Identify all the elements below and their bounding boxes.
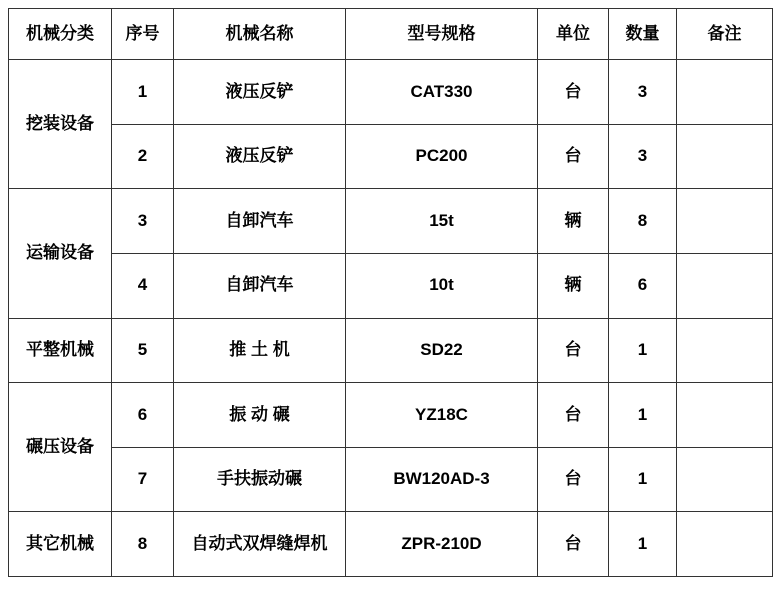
machine-name: 液压反铲 [174, 60, 346, 125]
unit: 台 [538, 60, 609, 125]
remark [677, 60, 773, 125]
row-index: 4 [112, 253, 174, 318]
quantity: 1 [609, 383, 677, 448]
row-index: 3 [112, 189, 174, 254]
row-index: 5 [112, 318, 174, 383]
column-header-index: 序号 [112, 9, 174, 60]
table-row [9, 447, 773, 512]
quantity: 1 [609, 318, 677, 383]
model-spec: CAT330 [346, 60, 538, 125]
category-cell: 平整机械 [9, 318, 112, 383]
unit: 辆 [538, 253, 609, 318]
model-spec: PC200 [346, 124, 538, 189]
row-index: 6 [112, 383, 174, 448]
category-cell: 其它机械 [9, 512, 112, 577]
remark [677, 512, 773, 577]
remark [677, 447, 773, 512]
model-spec: SD22 [346, 318, 538, 383]
machine-name: 振 动 碾 [174, 383, 346, 448]
model-spec: ZPR-210D [346, 512, 538, 577]
machine-name: 自卸汽车 [174, 189, 346, 254]
table-row [9, 189, 773, 254]
table-header-row [9, 9, 773, 60]
unit: 台 [538, 447, 609, 512]
row-index: 1 [112, 60, 174, 125]
table-row [9, 383, 773, 448]
row-index: 7 [112, 447, 174, 512]
model-spec: BW120AD-3 [346, 447, 538, 512]
table-row [9, 318, 773, 383]
unit: 台 [538, 124, 609, 189]
table-row [9, 60, 773, 125]
remark [677, 189, 773, 254]
quantity: 1 [609, 512, 677, 577]
column-header-model-spec: 型号规格 [346, 9, 538, 60]
table-row [9, 124, 773, 189]
machine-name: 自动式双焊缝焊机 [174, 512, 346, 577]
model-spec: 10t [346, 253, 538, 318]
model-spec: 15t [346, 189, 538, 254]
unit: 台 [538, 318, 609, 383]
quantity: 8 [609, 189, 677, 254]
table-row [9, 512, 773, 577]
table-row [9, 253, 773, 318]
category-cell: 挖装设备 [9, 60, 112, 189]
row-index: 2 [112, 124, 174, 189]
column-header-remark: 备注 [677, 9, 773, 60]
category-cell: 碾压设备 [9, 383, 112, 512]
machine-name: 推 土 机 [174, 318, 346, 383]
category-cell: 运输设备 [9, 189, 112, 318]
unit: 台 [538, 512, 609, 577]
column-header-unit: 单位 [538, 9, 609, 60]
quantity: 3 [609, 124, 677, 189]
unit: 台 [538, 383, 609, 448]
equipment-table [8, 8, 773, 577]
quantity: 6 [609, 253, 677, 318]
remark [677, 253, 773, 318]
remark [677, 383, 773, 448]
machine-name: 手扶振动碾 [174, 447, 346, 512]
column-header-quantity: 数量 [609, 9, 677, 60]
model-spec: YZ18C [346, 383, 538, 448]
machine-name: 液压反铲 [174, 124, 346, 189]
remark [677, 318, 773, 383]
machine-name: 自卸汽车 [174, 253, 346, 318]
column-header-category: 机械分类 [9, 9, 112, 60]
remark [677, 124, 773, 189]
quantity: 1 [609, 447, 677, 512]
unit: 辆 [538, 189, 609, 254]
row-index: 8 [112, 512, 174, 577]
column-header-machine-name: 机械名称 [174, 9, 346, 60]
quantity: 3 [609, 60, 677, 125]
